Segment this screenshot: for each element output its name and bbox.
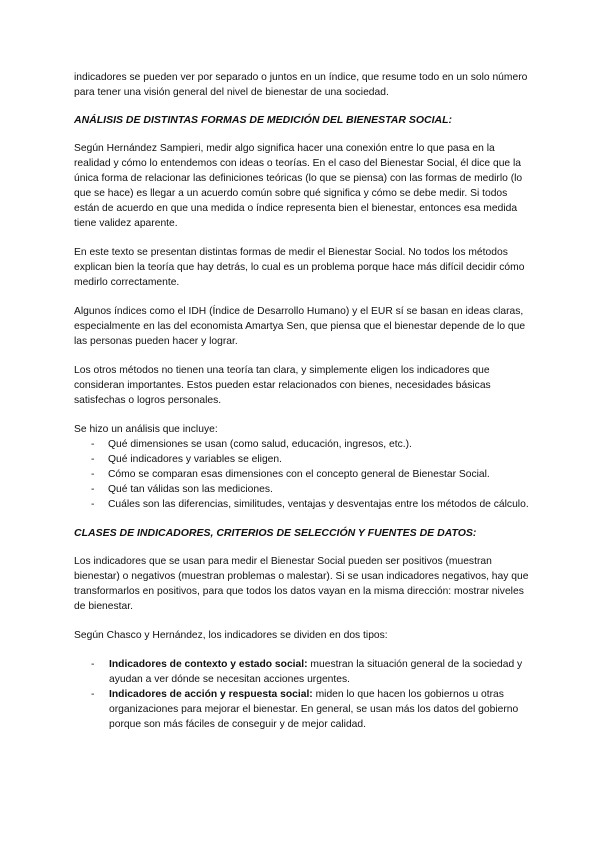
- type-description: miden lo que hacen los gobiernos u otras organizaciones para mejorar el bienestar. En general, se usan más los datos del gobierno porque son más fáciles de conseguir y de mejor calidad.: [109, 689, 519, 730]
- types-list: [74, 657, 530, 732]
- list-item: - Cuáles son las diferencias, similitudes, ventajas y desventajas entre los métodos de cálculo.: [74, 497, 530, 512]
- paragraph-idh-eur: Algunos índices como el IDH (Índice de Desarrollo Humano) y el EUR sí se basan en ideas claras, especialmente en las del economista Amartya Sen, que piensa que el bienestar depende de lo que las personas pueden hacer y lograr.: [74, 306, 526, 347]
- list-item: - Cómo se comparan esas dimensiones con el concepto general de Bienestar Social.: [74, 467, 530, 482]
- list-item: - Qué indicadores y variables se eligen.: [74, 452, 530, 467]
- analysis-list: [74, 437, 530, 512]
- type-term: Indicadores de contexto y estado social:: [109, 659, 308, 670]
- paragraph-positive-negative: Los indicadores que se usan para medir el Bienestar Social pueden ser positivos (muestran bienestar) o negativos (muestran problemas o malestar). Si se usan indicadores negativos, hay que transformarlos en positivos, para que todos los datos vayan en la misma dirección: mostrar niveles de bienestar.: [74, 556, 529, 612]
- intro-continuation-paragraph: indicadores se pueden ver por separado o juntos en un índice, que resume todo en un solo número para tener una visión general del nivel de bienestar de una sociedad.: [74, 72, 528, 98]
- paragraph-methods: En este texto se presentan distintas formas de medir el Bienestar Social. No todos los métodos explican bien la teoría que hay detrás, lo cual es un problema porque hace más difícil decidir cómo medirlo correctamente.: [74, 247, 525, 288]
- list-item: [74, 687, 530, 732]
- paragraph-other-methods: Los otros métodos no tienen una teoría tan clara, y simplemente eligen los indicadores que consideran importantes. Estos pueden estar relacionados con bienes, necesidades básicas satisfechas o logros personales.: [74, 365, 491, 406]
- list-item: - Qué dimensiones se usan (como salud, educación, ingresos, etc.).: [74, 437, 530, 452]
- type-description: muestran la situación general de la sociedad y ayudan a ver dónde se necesitan acciones urgentes.: [109, 659, 523, 685]
- section-heading-analysis: ANÁLISIS DE DISTINTAS FORMAS DE MEDICIÓN DEL BIENESTAR SOCIAL:: [74, 114, 453, 126]
- analysis-intro: Se hizo un análisis que incluye:: [74, 424, 218, 435]
- list-item: - Qué tan válidas son las mediciones.: [74, 482, 530, 497]
- paragraph-chasco: Según Chasco y Hernández, los indicadores se dividen en dos tipos:: [74, 630, 388, 641]
- section-heading-classes: CLASES DE INDICADORES, CRITERIOS DE SELECCIÓN Y FUENTES DE DATOS:: [74, 527, 477, 539]
- paragraph-sampieri: Según Hernández Sampieri, medir algo significa hacer una conexión entre lo que pasa en la realidad y cómo lo entendemos con ideas o teorías. En el caso del Bienestar Social, él dice que la única forma de relacionar las definiciones teóricas (lo que se piensa) con las formas de medirlo (lo que se hace) es llegar a un acuerdo común sobre qué significa y cómo se debe medir. Si todos están de acuerdo en que una medida o índice representa bien el bienestar, entonces esa medida tiene validez aparente.: [74, 143, 523, 229]
- type-term: Indicadores de acción y respuesta social:: [109, 689, 313, 700]
- list-item: [74, 657, 530, 687]
